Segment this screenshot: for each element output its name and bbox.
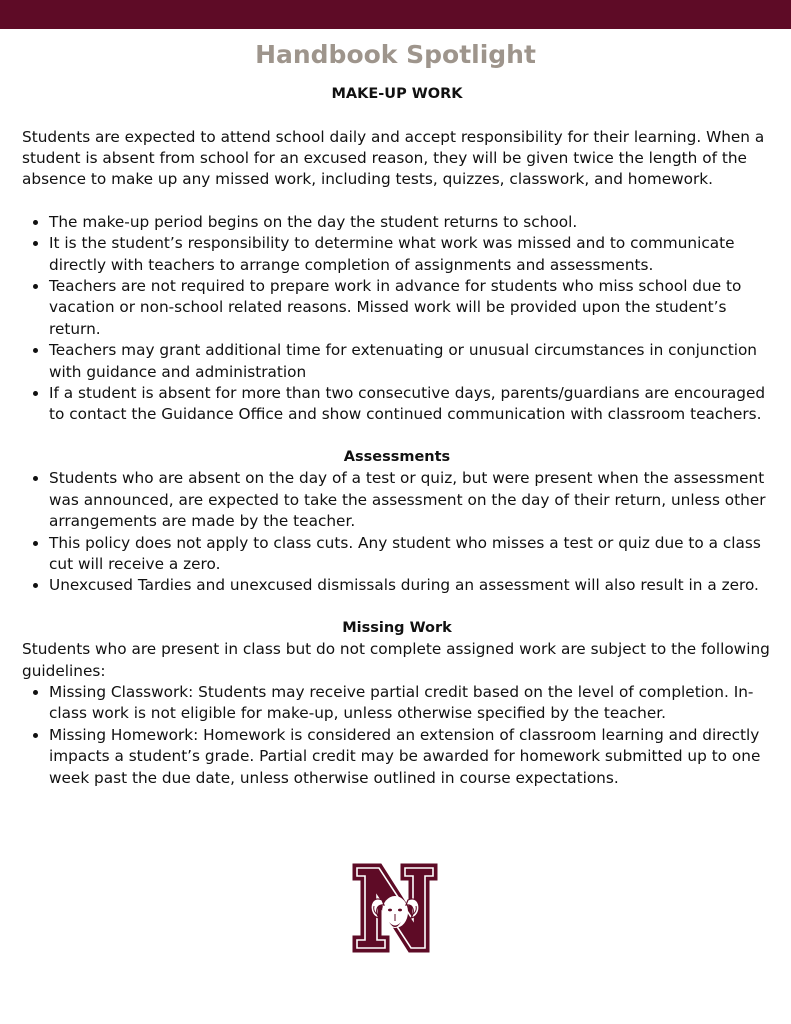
list-item: • Teachers may grant additional time for extenuating or unusual circumstances in conjunction with guidance and administration	[49, 340, 772, 383]
list-item: • Teachers are not required to prepare work in advance for students who miss school due to vacation or non-school related reasons. Missed work will be provided upon the student’s return.	[49, 276, 772, 340]
list-item: • Missing Classwork: Students may receive partial credit based on the level of completion. In-class work is not eligible for make-up, unless otherwise specified by the teacher.	[49, 682, 772, 725]
list-item: • Missing Homework: Homework is considered an extension of classroom learning and directly impacts a student’s grade. Partial credit may be awarded for homework submitted up to one week past the due date, unless otherwise outlined in course expectations.	[49, 725, 772, 789]
assessments-list	[22, 468, 772, 596]
makeup-intro: Students are expected to attend school daily and accept responsibility for their learning. When a student is absent from school for an excused reason, they will be given twice the length of the absence to make up any missed work, including tests, quizzes, classwork, and homework.	[22, 127, 765, 189]
makeup-list	[22, 212, 772, 426]
list-item: • This policy does not apply to class cuts. Any student who misses a test or quiz due to a class cut will receive a zero.	[49, 533, 772, 576]
assessments-heading: Assessments	[343, 448, 451, 465]
makeup-heading: MAKE-UP WORK	[331, 86, 463, 102]
list-item: • The make-up period begins on the day the student returns to school.	[49, 212, 772, 233]
missing-work-intro: Students who are present in class but do not complete assigned work are subject to the following guidelines:	[22, 640, 770, 680]
document-body	[22, 84, 772, 789]
list-item: • If a student is absent for more than two consecutive days, parents/guardians are encouraged to contact the Guidance Office and show continued communication with classroom teachers.	[49, 383, 772, 426]
list-item: • It is the student’s responsibility to determine what work was missed and to communicate directly with teachers to arrange completion of assignments and assessments.	[49, 233, 772, 276]
school-n-ram-logo-icon	[351, 862, 439, 954]
page-title: Handbook Spotlight	[255, 40, 536, 69]
missing-work-heading: Missing Work	[342, 619, 452, 636]
list-item: • Unexcused Tardies and unexcused dismissals during an assessment will also result in a zero.	[49, 575, 772, 596]
top-banner	[0, 0, 791, 29]
missing-work-list	[22, 682, 772, 789]
list-item: • Students who are absent on the day of a test or quiz, but were present when the assessment was announced, are expected to take the assessment on the day of their return, unless other arrangements are made by the teacher.	[49, 468, 772, 532]
